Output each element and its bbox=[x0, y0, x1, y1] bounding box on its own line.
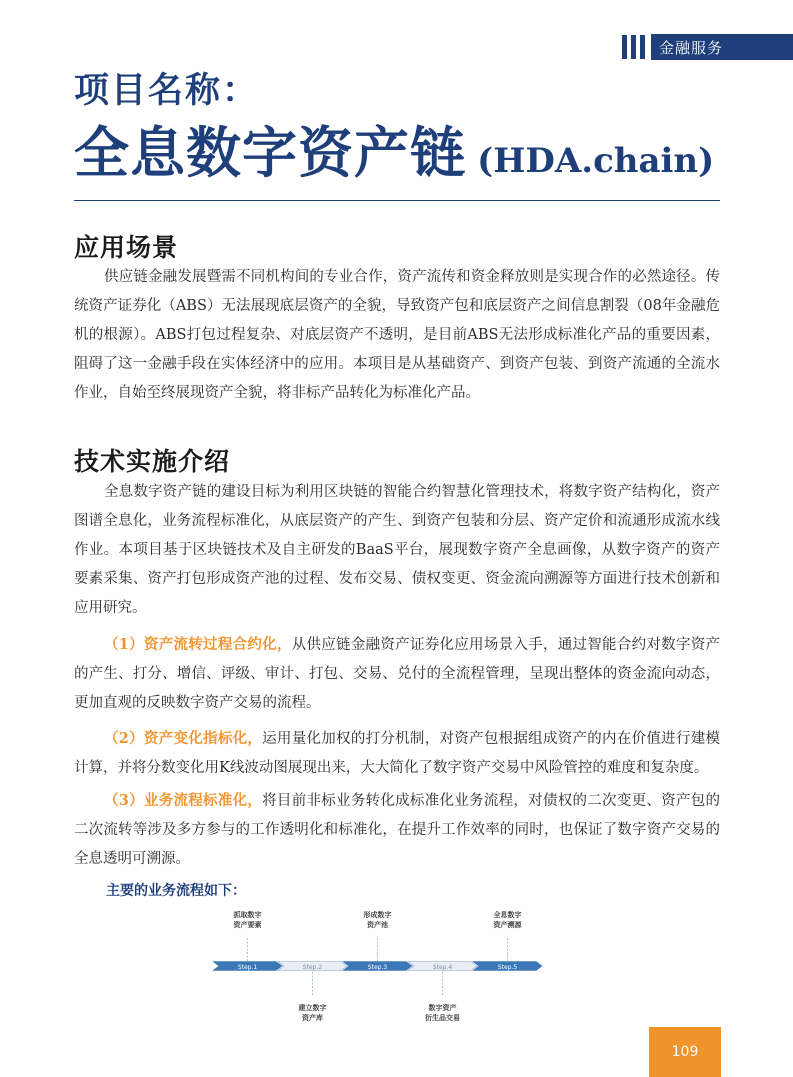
tech-item-2-text: 运用量化加权的打分机制，对资产包根据组成资产的内在价值进行建模计算，并将分数变化用K线波动图展现出来，大大简化了数字资产交易中风险管控的难度和复杂度。 bbox=[74, 731, 720, 776]
tech-item-3-label: （3）业务流程标准化， bbox=[104, 792, 263, 809]
flow-step-4-caption: 数字资产 bbox=[428, 1004, 457, 1012]
flow-step-4-label: Step.4 bbox=[432, 964, 453, 971]
flow-step-5-caption: 全息数字 bbox=[493, 911, 522, 919]
flow-step-2-label: Step.2 bbox=[302, 964, 323, 971]
title-chinese: 全息数字资产链 bbox=[74, 120, 467, 185]
scenario-paragraph: 供应链金融发展暨需不同机构间的专业合作，资产流传和资金释放则是实现合作的必然途径。传统资产证券化（ABS）无法展现底层资产的全貌，导致资产包和底层资产之间信息割裂（08年金融危机的根源）。ABS打包过程复杂、对底层资产不透明，是目前ABS无法形成标准化产品的重要因素，阻碍了这一金融手段在实体经济中的应用。本项目是从基础资产、到资产包装、到资产流通的全流水作业，自始至终展现资产全貌，将非标产品转化为标准化产品。 bbox=[74, 269, 720, 401]
project-name-label: 项目名称： bbox=[74, 70, 260, 111]
title-english: (HDA.chain) bbox=[477, 141, 715, 181]
flow-step-1-caption: 抓取数字 bbox=[233, 911, 262, 919]
page-number: 109 bbox=[649, 1027, 721, 1077]
tech-item-1-label: （1）资产流转过程合约化， bbox=[104, 636, 292, 653]
section-heading-scenario: 应用场景 bbox=[74, 233, 179, 262]
flow-step-5-caption: 资产溯源 bbox=[493, 921, 522, 929]
tech-intro-paragraph: 全息数字资产链的建设目标为利用区块链的智能合约智慧化管理技术，将数字资产结构化，资产图谱全息化，业务流程标准化，从底层资产的产生、到资产包装和分层、资产定价和流通形成流水线作业。本项目基于区块链技术及自主研发的BaaS平台，展现数字资产全息画像，从数字资产的资产要素采集、资产打包形成资产池的过程、发布交易、债权变更、资金流向溯源等方面进行技术创新和应用研究。 bbox=[74, 484, 720, 616]
flow-step-2-caption: 建立数字 bbox=[298, 1004, 327, 1012]
flow-title: 主要的业务流程如下： bbox=[106, 883, 246, 899]
flow-step-3-caption: 资产池 bbox=[367, 921, 388, 929]
section-tag-label: 金融服务 bbox=[651, 34, 793, 60]
flow-step-1-label: Step.1 bbox=[237, 964, 258, 971]
tech-item-3-text: 将目前非标业务转化成标准化业务流程，对债权的二次变更、资产包的二次流转等涉及多方参与的工作透明化和标准化，在提升工作效率的同时，也保证了数字资产交易的全息透明可溯源。 bbox=[74, 793, 720, 867]
flow-step-1-caption: 资产要素 bbox=[233, 921, 262, 929]
flow-step-2-caption: 资产库 bbox=[302, 1014, 323, 1022]
flow-step-3-caption: 形成数字 bbox=[363, 911, 392, 919]
flow-step-5-label: Step.5 bbox=[497, 964, 518, 971]
flow-step-3-label: Step.3 bbox=[367, 964, 388, 971]
section-heading-tech: 技术实施介绍 bbox=[74, 447, 231, 476]
tech-item-1-text: 从供应链金融资产证券化应用场景入手，通过智能合约对数字资产的产生、打分、增信、评级、审计、打包、交易、兑付的全流程管理，呈现出整体的资金流向动态，更加直观的反映数字资产交易的流程。 bbox=[74, 637, 721, 711]
tech-item-2-label: （2）资产变化指标化， bbox=[104, 730, 263, 747]
flow-step-4-caption: 衍生品交易 bbox=[425, 1014, 460, 1022]
